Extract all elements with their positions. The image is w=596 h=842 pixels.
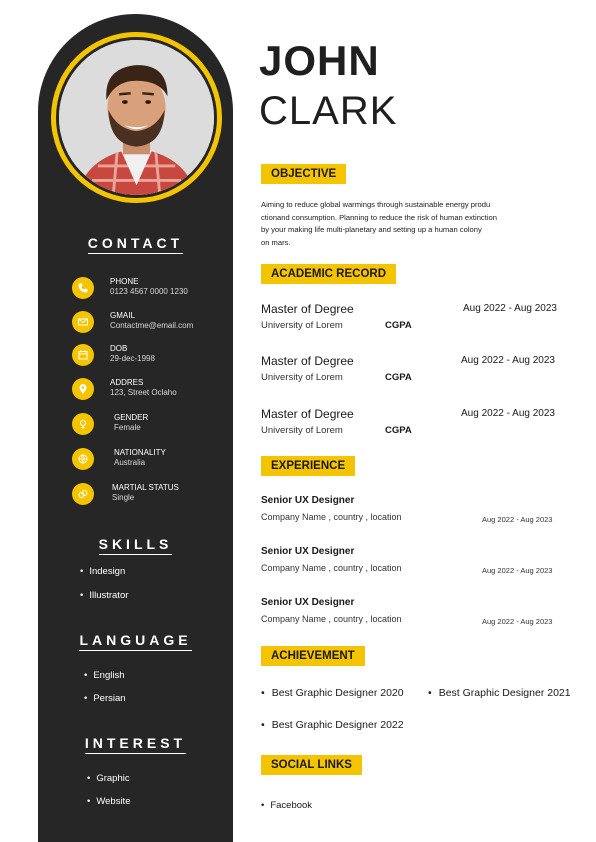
job-title: Senior UX Designer: [261, 495, 355, 506]
skills-heading: SKILLS: [38, 536, 233, 555]
social-link-facebook[interactable]: • Facebook: [261, 800, 312, 811]
achievement-item: • Best Graphic Designer 2021: [428, 687, 571, 699]
university-name: University of Lorem: [261, 372, 343, 383]
language-item: • Persian: [84, 693, 126, 704]
profile-photo-frame: [51, 32, 222, 203]
experience-heading: EXPERIENCE: [261, 456, 355, 476]
job-title: Senior UX Designer: [261, 546, 355, 557]
social-links-heading: SOCIAL LINKS: [261, 755, 362, 775]
achievement-item: • Best Graphic Designer 2022: [261, 719, 404, 731]
job-title: Senior UX Designer: [261, 597, 355, 608]
interest-item: • Website: [87, 796, 130, 807]
first-name: JOHN: [259, 37, 380, 84]
calendar-icon: [72, 344, 94, 366]
achievement-heading: ACHIEVEMENT: [261, 646, 365, 666]
objective-text: Aiming to reduce global warmings through sustainable energy produ ctionand consumption. Planning to reduce the risk of human extinction by your making life multi-planetary and setting up a human colony on mars.: [261, 200, 497, 247]
phone-icon: [72, 277, 94, 299]
cgpa-label: CGPA: [385, 372, 412, 383]
skill-item: • Illustrator: [80, 590, 128, 601]
avatar-illustration: [59, 40, 214, 195]
job-date: Aug 2022 - Aug 2023: [482, 566, 553, 575]
achievement-item: • Best Graphic Designer 2020: [261, 687, 404, 699]
degree-date: Aug 2022 - Aug 2023: [461, 355, 555, 366]
location-icon: [72, 378, 94, 400]
interest-heading: INTEREST: [38, 735, 233, 754]
contact-item-address: ADDRES 123, Street Oclaho: [72, 378, 232, 402]
last-name: CLARK: [259, 89, 398, 133]
contact-item-dob: DOB 29-dec-1998: [72, 344, 232, 368]
skill-item: • Indesign: [80, 566, 125, 577]
interest-item: • Graphic: [87, 773, 130, 784]
contact-item-marital-status: MARTIAL STATUS Single: [72, 483, 232, 507]
ring-icon: [72, 483, 94, 505]
job-date: Aug 2022 - Aug 2023: [482, 515, 553, 524]
degree-title: Master of Degree: [261, 407, 354, 421]
contact-heading: CONTACT: [38, 235, 233, 254]
profile-photo: [59, 40, 214, 195]
university-name: University of Lorem: [261, 425, 343, 436]
globe-icon: [72, 448, 94, 470]
cgpa-label: CGPA: [385, 425, 412, 436]
contact-item-nationality: NATIONALITY Australia: [72, 448, 232, 472]
cgpa-label: CGPA: [385, 320, 412, 331]
degree-date: Aug 2022 - Aug 2023: [461, 408, 555, 419]
language-heading: LANGUAGE: [38, 632, 233, 651]
degree-date: Aug 2022 - Aug 2023: [463, 303, 557, 314]
company-info: Company Name , country , location: [261, 614, 402, 624]
mail-icon: [72, 311, 94, 333]
job-date: Aug 2022 - Aug 2023: [482, 617, 553, 626]
gender-icon: [72, 413, 94, 435]
language-item: • English: [84, 670, 125, 681]
company-info: Company Name , country , location: [261, 563, 402, 573]
company-info: Company Name , country , location: [261, 512, 402, 522]
university-name: University of Lorem: [261, 320, 343, 331]
academic-record-heading: ACADEMIC RECORD: [261, 264, 396, 284]
objective-heading: OBJECTIVE: [261, 164, 346, 184]
contact-item-phone: PHONE 0123 4567 0000 1230: [72, 277, 232, 301]
contact-item-gender: GENDER Female: [72, 413, 232, 437]
degree-title: Master of Degree: [261, 354, 354, 368]
contact-item-email: GMAIL Contactme@email.com: [72, 311, 232, 335]
degree-title: Master of Degree: [261, 302, 354, 316]
